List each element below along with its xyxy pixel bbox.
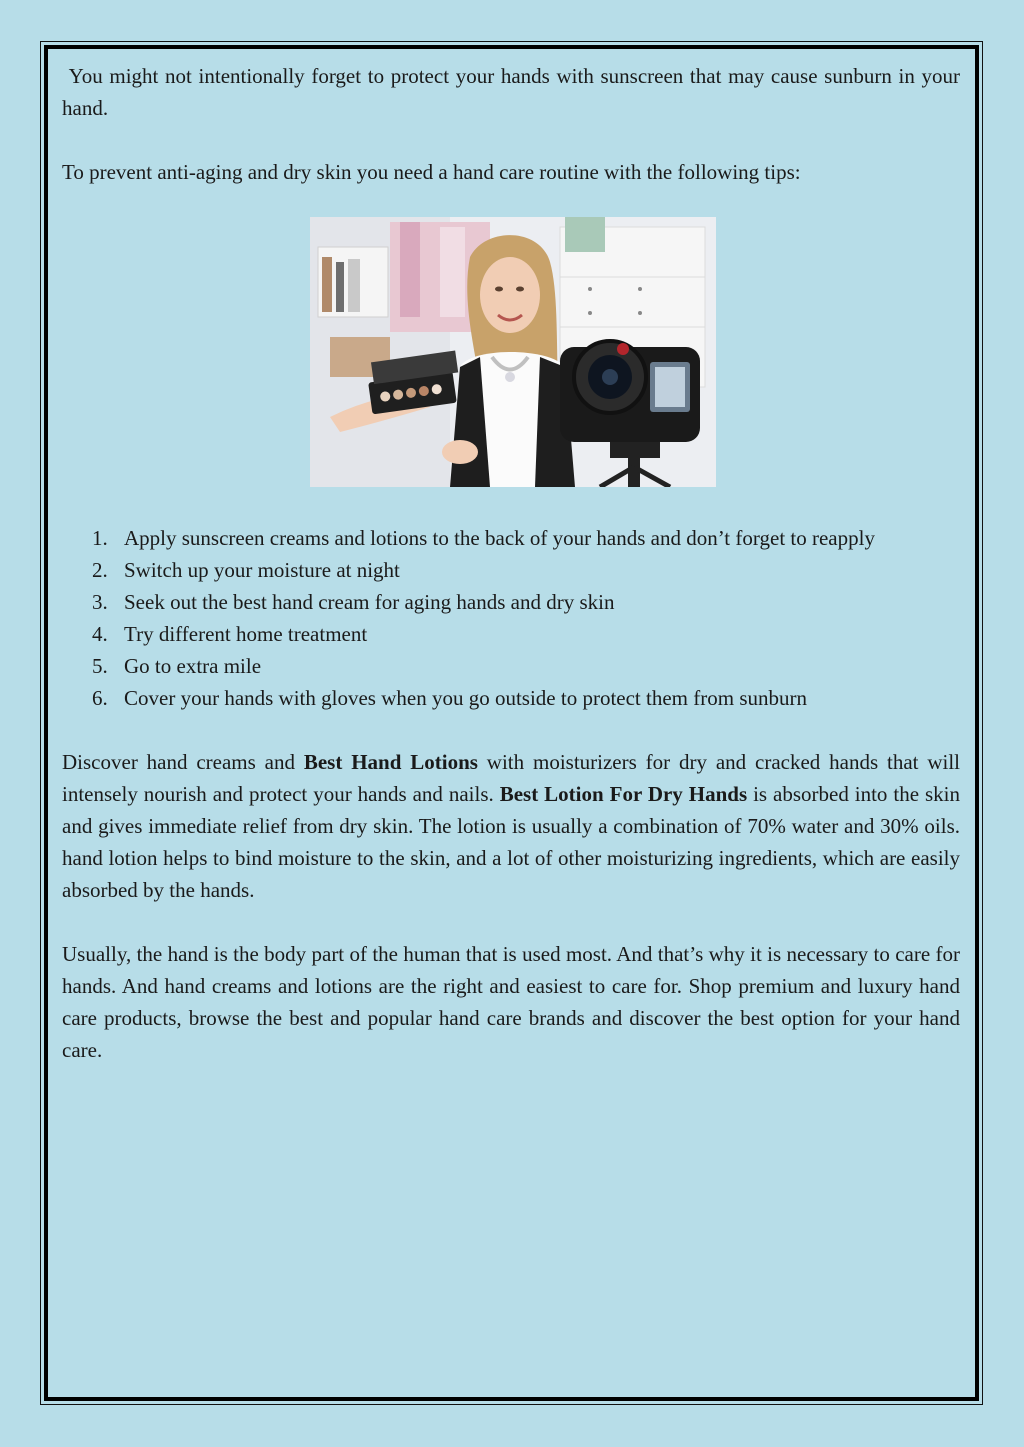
closing-paragraph: Usually, the hand is the body part of the human that is used most. And that’s why it is necessary to care for hands. And hand creams and lotions are the right and easiest to care for. Shop premium and luxury hand care products, browse the best and popular hand care brands and discover the best option for your hand care. bbox=[62, 942, 960, 1062]
list-item: 5. Go to extra mile bbox=[92, 654, 262, 678]
list-item: 3. Seek out the best hand cream for aging hands and dry skin bbox=[92, 590, 615, 614]
list-item: 6. Cover your hands with gloves when you go outside to protect them from sunburn bbox=[92, 686, 807, 710]
best-hand-lotions-link[interactable]: Best Hand Lotions bbox=[303, 750, 478, 774]
intro-paragraph-1: You might not intentionally forget to protect your hands with sunscreen that may cause sunburn in your hand. bbox=[62, 64, 966, 120]
list-item: 1. Apply sunscreen creams and lotions to the back of your hands and don’t forget to reapply bbox=[92, 526, 875, 550]
photo-illustration bbox=[310, 217, 716, 487]
discover-paragraph: Discover hand creams and Best Hand Lotions with moisturizers for dry and cracked hands that will intensely nourish and protect your hands and nails. Best Lotion For Dry Hands is absorbed into the skin and gives immediate relief from dry skin. The lotion is usually a combination of 70% water and 30% oils. hand lotion helps to bind moisture to the skin, and a lot of other moisturizing ingredients, which are easily absorbed by the hands. bbox=[62, 750, 966, 902]
document-body bbox=[62, 60, 966, 1066]
intro-paragraph-2: To prevent anti-aging and dry skin you need a hand care routine with the following tips: bbox=[62, 160, 801, 184]
best-lotion-for-dry-hands-link[interactable]: Best Lotion For Dry Hands bbox=[499, 782, 748, 806]
list-item: 2. Switch up your moisture at night bbox=[92, 558, 400, 582]
list-item: 4. Try different home treatment bbox=[92, 622, 368, 646]
hand-care-tips-list bbox=[62, 522, 960, 714]
makeup-vlogger-photo bbox=[310, 217, 716, 487]
